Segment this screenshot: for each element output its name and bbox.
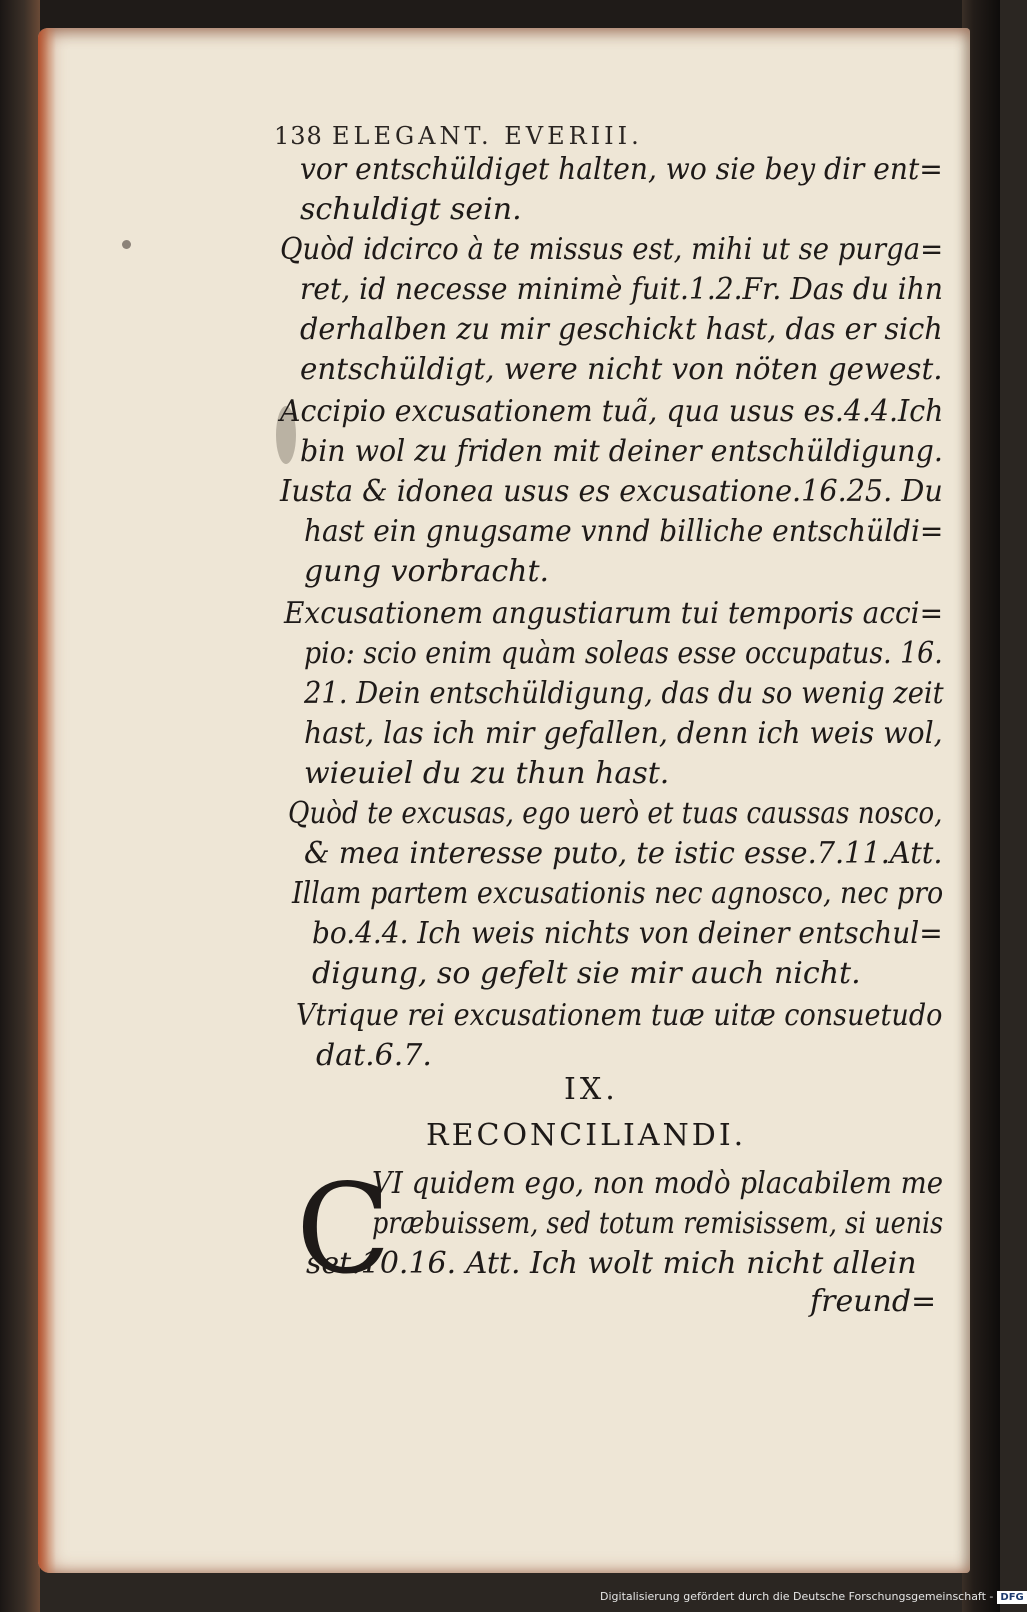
text-line: set.10.16. Att. Ich wolt mich nicht allein bbox=[306, 1246, 917, 1281]
running-head: ELEGANT. EVERIII. bbox=[332, 122, 643, 150]
text-line: schuldigt sein. bbox=[300, 192, 522, 227]
text-line: VI quidem ego, non modò placabilem me bbox=[372, 1166, 944, 1201]
text-line: Vtrique rei excusationem tuæ uitæ consuetudo bbox=[296, 998, 943, 1033]
text-line: gung vorbracht. bbox=[304, 554, 550, 589]
catchword: freund= bbox=[810, 1284, 937, 1319]
text-line: dat.6.7. bbox=[316, 1038, 432, 1073]
book-page bbox=[38, 28, 970, 1573]
text-line: wieuiel du zu thun hast. bbox=[304, 756, 670, 791]
text-line: digung, so gefelt sie mir auch nicht. bbox=[312, 956, 861, 991]
footer-text: Digitalisierung gefördert durch die Deutsche Forschungsgemeinschaft - bbox=[600, 1590, 994, 1603]
text-line: vor entschüldiget halten, wo sie bey dir ent= bbox=[300, 152, 943, 187]
text-line: entschüldigt, were nicht von nöten gewest. bbox=[300, 352, 943, 387]
text-line: & mea interesse puto, te istic esse.7.11.Att. bbox=[304, 836, 943, 871]
text-line: præbuissem, sed totum remisissem, si uenis bbox=[372, 1206, 944, 1241]
dfg-logo: DFG bbox=[997, 1591, 1026, 1604]
text-line: Quòd idcirco à te missus est, mihi ut se purga= bbox=[280, 232, 944, 267]
text-line: derhalben zu mir geschickt hast, das er sich bbox=[300, 312, 943, 347]
text-line: Excusationem angustiarum tui temporis acci= bbox=[284, 596, 944, 631]
section-number: IX. bbox=[564, 1072, 619, 1107]
text-line: bo.4.4. Ich weis nichts von deiner entschul= bbox=[312, 916, 943, 951]
book-left-edge bbox=[0, 0, 40, 1612]
page-text bbox=[38, 28, 970, 1573]
drop-initial: C bbox=[296, 1158, 391, 1302]
book-top-edge bbox=[0, 0, 1000, 30]
text-line: Accipio excusationem tuã, qua usus es.4.4.Ich bbox=[280, 394, 944, 429]
text-line: hast ein gnugsame vnnd billiche entschüldi= bbox=[304, 514, 944, 549]
text-line: Quòd te excusas, ego uerò et tuas caussas nosco, bbox=[288, 796, 943, 831]
text-line: hast, las ich mir gefallen, denn ich weis wol, bbox=[304, 716, 943, 751]
text-line: bin wol zu friden mit deiner entschüldigung. bbox=[300, 434, 943, 469]
digitization-footer bbox=[600, 1590, 1024, 1608]
section-title: RECONCILIANDI. bbox=[426, 1118, 747, 1153]
text-line: ret, id necesse minimè fuit.1.2.Fr. Das du ihn bbox=[300, 272, 943, 307]
page-number: 138 bbox=[274, 122, 323, 150]
text-line: Illam partem excusationis nec agnosco, nec pro bbox=[292, 876, 944, 911]
text-line: 21. Dein entschüldigung, das du so wenig zeit bbox=[304, 676, 944, 711]
text-line: pio: scio enim quàm soleas esse occupatus. 16. bbox=[304, 636, 943, 671]
text-line: Iusta & idonea usus es excusatione.16.25. Du bbox=[280, 474, 943, 509]
